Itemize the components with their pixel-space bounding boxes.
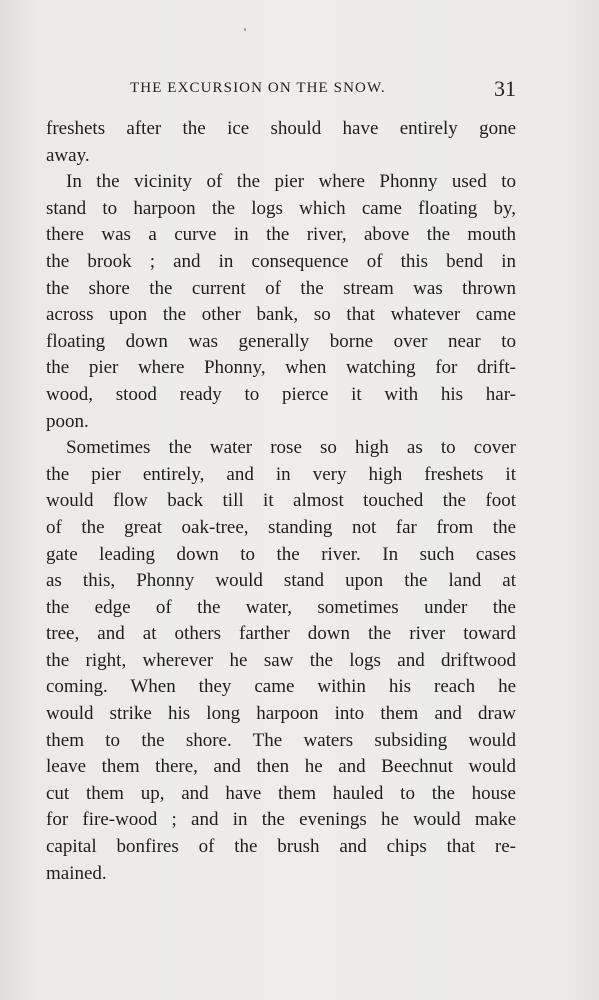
text-line: away.	[46, 144, 90, 166]
text-line: would flow back till it almost touched the foot	[46, 490, 516, 512]
text-line: the pier entirely, and in very high freshets it	[46, 463, 516, 485]
text-line: In the vicinity of the pier where Phonny used to	[66, 171, 516, 193]
text-line: for fire-wood ; and in the evenings he would make	[46, 809, 516, 831]
text-line: the brook ; and in consequence of this bend in	[46, 250, 516, 272]
body-text	[46, 116, 516, 887]
text-line: gate leading down to the river. In such cases	[46, 543, 516, 565]
text-line: there was a curve in the river, above the mouth	[46, 224, 516, 246]
page-number: 31	[494, 76, 516, 101]
text-line: the shore the current of the stream was thrown	[46, 277, 516, 299]
text-line: would strike his long harpoon into them and draw	[46, 703, 516, 725]
text-line: the right, wherever he saw the logs and driftwood	[46, 649, 516, 671]
text-line: across upon the other bank, so that whatever came	[46, 304, 516, 326]
running-header	[46, 76, 516, 100]
text-line: wood, stood ready to pierce it with his har-	[46, 383, 516, 405]
text-line: mained.	[46, 862, 107, 884]
text-line: floating down was generally borne over near to	[46, 330, 516, 352]
text-line: the edge of the water, sometimes under the	[46, 596, 516, 618]
text-line: them to the shore. The waters subsiding would	[46, 729, 516, 751]
text-line: the pier where Phonny, when watching for drift-	[46, 357, 516, 379]
text-line: as this, Phonny would stand upon the land at	[46, 570, 516, 592]
text-line: coming. When they came within his reach he	[46, 676, 516, 698]
text-line: Sometimes the water rose so high as to cover	[66, 437, 516, 459]
text-line: stand to harpoon the logs which came floating by,	[46, 197, 516, 219]
chapter-title: THE EXCURSION ON THE SNOW.	[130, 80, 386, 96]
paper-speck	[244, 28, 246, 31]
text-line: leave them there, and then he and Beechnut would	[46, 756, 516, 778]
text-line: tree, and at others farther down the river toward	[46, 623, 516, 645]
text-line: poon.	[46, 410, 89, 432]
text-line: of the great oak-tree, standing not far from the	[46, 516, 516, 538]
text-line: capital bonfires of the brush and chips that re-	[46, 836, 516, 858]
text-line: freshets after the ice should have entirely gone	[46, 118, 516, 139]
text-line: cut them up, and have them hauled to the house	[46, 782, 516, 804]
